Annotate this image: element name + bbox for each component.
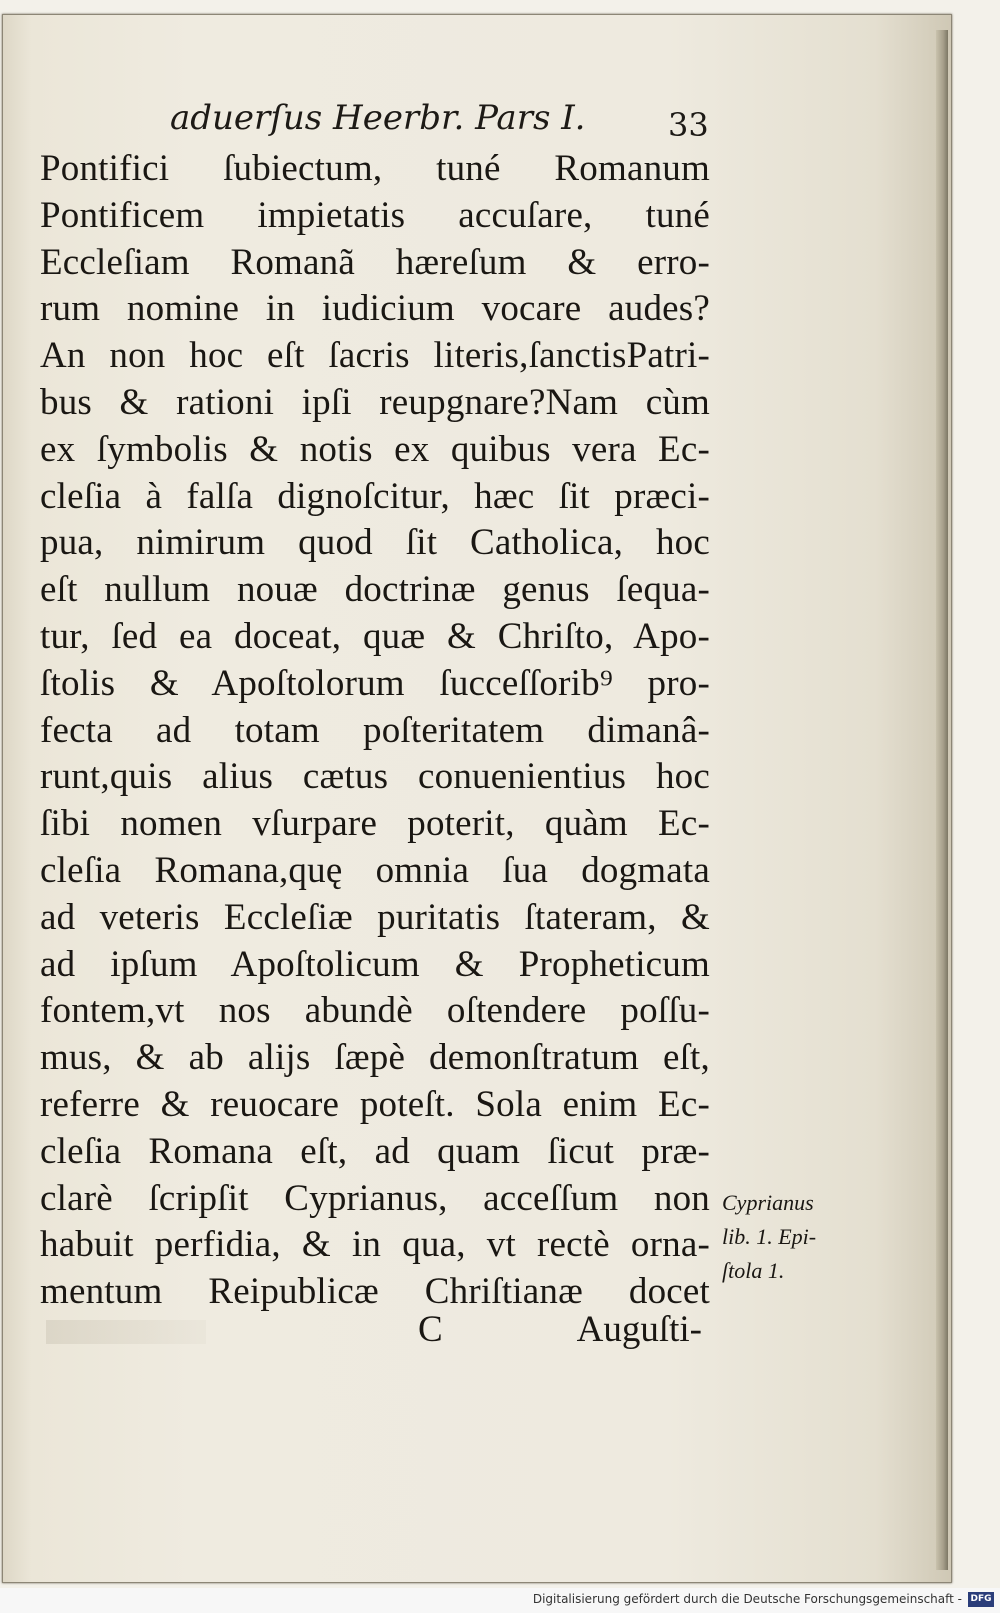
text-line: ad ipſum Apoſtolicum & Propheticum <box>40 943 710 985</box>
text-line: mentum Reipublicæ Chriſtianæ docet <box>40 1271 710 1313</box>
footer-credit: Digitalisierung gefördert durch die Deutsche Forschungsgemeinschaft - <box>532 1592 962 1606</box>
page-number: 33 <box>668 106 709 144</box>
marginal-note-line: ſtola 1. <box>722 1258 785 1283</box>
dfg-logo-icon: DFG <box>968 1592 994 1607</box>
text-line: cleſia Romana eſt, ad quam ſicut præ- <box>40 1130 710 1172</box>
running-head: aduerſus Heerbr. Pars I. <box>170 98 586 138</box>
text-line: fecta ad totam poſteritatem dimanâ- <box>40 709 710 751</box>
page-edge <box>936 30 948 1570</box>
catchword: Auguſti- <box>576 1309 702 1350</box>
text-line: An non hoc eſt ſacris literis,ſanctisPatri- <box>40 335 710 377</box>
footer-line <box>40 1308 710 1352</box>
text-line: cleſia Romana,quę omnia ſua dogmata <box>40 849 710 891</box>
marginal-note <box>722 1186 832 1288</box>
text-line: clarè ſcripſit Cyprianus, acceſſum non <box>40 1177 710 1219</box>
signature-mark: C <box>418 1309 443 1350</box>
marginal-note-line: Cyprianus <box>722 1190 814 1215</box>
text-line: bus & rationi ipſi reupgnare?Nam cùm <box>40 381 710 423</box>
text-line: cleſia à falſa dignoſcitur, hæc ſit præci- <box>40 475 710 517</box>
text-line: ad veteris Eccleſiæ puritatis ſtateram, & <box>40 896 710 938</box>
text-line: ſtolis & Apoſtolorum ſucceſſorib⁹ pro- <box>40 662 710 704</box>
text-line: ſibi nomen vſurpare poterit, quàm Ec- <box>40 803 710 845</box>
body-text <box>40 146 710 1316</box>
text-line: mus, & ab alijs ſæpè demonſtratum eſt, <box>40 1037 710 1079</box>
marginal-note-line: lib. 1. Epi- <box>722 1224 817 1249</box>
text-line: eſt nullum nouæ doctrinæ genus ſequa- <box>40 569 710 611</box>
text-line: Pontifici ſubiectum, tuné Romanum <box>40 148 710 189</box>
text-line: pua, nimirum quod ſit Catholica, hoc <box>40 522 710 564</box>
text-line: tur, ſed ea doceat, quæ & Chriſto, Apo- <box>40 615 710 657</box>
text-line: Pontificem impietatis accuſare, tuné <box>40 194 710 236</box>
text-line: fontem,vt nos abundè oſtendere poſſu- <box>40 990 710 1032</box>
digitization-footer <box>0 1588 1000 1613</box>
text-line: habuit perfidia, & in qua, vt rectè orna- <box>40 1224 710 1266</box>
text-line: referre & reuocare poteſt. Sola enim Ec- <box>40 1083 710 1125</box>
text-line: rum nomine in iudicium vocare audes? <box>40 288 710 330</box>
text-line: ex ſymbolis & notis ex quibus vera Ec- <box>40 428 710 470</box>
text-line: runt,quis alius cætus conuenientius hoc <box>40 756 710 798</box>
text-line: Eccleſiam Romanã hæreſum & erro- <box>40 241 710 283</box>
